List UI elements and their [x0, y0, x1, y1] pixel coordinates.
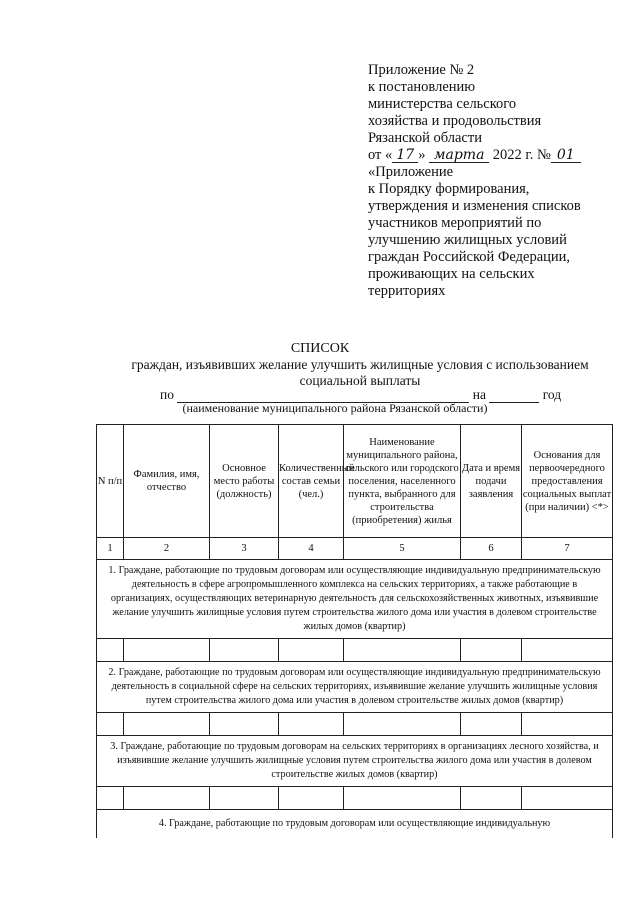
appendix-line: утверждения и изменения списков — [368, 198, 581, 214]
date-open-quote: « — [385, 147, 393, 163]
date-from-label: от — [368, 147, 382, 163]
column-number-row — [97, 538, 613, 560]
table-cell — [124, 713, 210, 736]
po-label: по — [160, 387, 174, 402]
applicants-table — [96, 424, 613, 838]
appendix-block — [368, 62, 628, 300]
column-number: 7 — [522, 538, 613, 560]
table-cell — [97, 713, 124, 736]
header-row — [97, 425, 613, 538]
appendix-line: участников мероприятий по — [368, 215, 542, 231]
empty-row — [97, 639, 613, 662]
appendix-date-line — [368, 147, 628, 164]
date-month-handwritten: марта — [429, 148, 489, 163]
group-heading: 2. Граждане, работающие по трудовым договорам или осуществляющие индивидуальную предпринимательскую деятельность в социальной сфере на сельских территориях, изъявившие желание улучшить жилищные условия путем строительства жилого дома или участия в долевом строительстве жилых домов (квартир) — [97, 662, 613, 713]
table-cell — [461, 787, 522, 810]
appendix-line: территориях — [368, 283, 446, 299]
column-number: 6 — [461, 538, 522, 560]
appendix-line: министерства сельского — [368, 96, 517, 112]
date-close-quote: » — [418, 147, 426, 163]
table-cell — [210, 713, 279, 736]
table-cell — [97, 787, 124, 810]
table-cell — [344, 787, 461, 810]
date-day-handwritten: 17 — [392, 148, 418, 163]
table-cell — [461, 713, 522, 736]
group-heading: 1. Граждане, работающие по трудовым договорам или осуществляющие индивидуальную предпринимательскую деятельность в сфере агропромышленного комплекса на сельских территориях, а также работающие в организациях, осуществляющих ветеринарную деятельность для сельскохозяйственных животных, изъявившие желание улучшить жилищные условия путем строительства жилого дома или участия в долевом строительстве жилых домов (квартир) — [97, 560, 613, 639]
table-cell — [210, 639, 279, 662]
table-cell — [522, 787, 613, 810]
header-cell: N п/п — [97, 425, 124, 538]
table-cell — [279, 713, 344, 736]
group-row — [97, 560, 613, 639]
header-cell: Основания для первоочередного предоставления социальных выплат (при наличии) <*> — [522, 425, 613, 538]
appendix-line: хозяйства и продовольствия — [368, 113, 542, 129]
column-number: 1 — [97, 538, 124, 560]
date-year-label: 2022 г. № — [492, 147, 551, 163]
appendix-line: к постановлению — [368, 79, 476, 95]
table-cell — [279, 787, 344, 810]
column-number: 5 — [344, 538, 461, 560]
subtitle-line: социальной выплаты — [299, 373, 421, 388]
table-cell — [344, 639, 461, 662]
group-row — [97, 662, 613, 713]
table-cell — [522, 639, 613, 662]
table-cell — [97, 639, 124, 662]
document-subtitle — [120, 357, 600, 389]
column-number: 4 — [279, 538, 344, 560]
empty-row — [97, 713, 613, 736]
table-cell — [522, 713, 613, 736]
document-number-handwritten: 01 — [551, 148, 581, 163]
header-cell: Фамилия, имя, отчество — [124, 425, 210, 538]
header-cell: Наименование муниципального района, сельского или городского поселения, населенного пункта, выбранного для строительства (приобретения) жилья — [344, 425, 461, 538]
group-heading: 4. Граждане, работающие по трудовым договорам или осуществляющие индивидуальную — [97, 810, 613, 839]
na-label: на — [472, 387, 486, 402]
subtitle-line: граждан, изъявивших желание улучшить жилищные условия с использованием — [131, 357, 589, 372]
table-cell — [124, 639, 210, 662]
header-cell: Количественный состав семьи (чел.) — [279, 425, 344, 538]
document-title: СПИСОК — [290, 341, 350, 356]
header-cell: Дата и время подачи заявления — [461, 425, 522, 538]
appendix-line: к Порядку формирования, — [368, 181, 530, 197]
appendix-line: Приложение № 2 — [368, 62, 475, 78]
appendix-line: проживающих на сельских — [368, 266, 535, 282]
column-number: 3 — [210, 538, 279, 560]
appendix-line: Рязанской области — [368, 130, 482, 146]
group-heading: 3. Граждане, работающие по трудовым договорам на сельских территориях в организациях лесного хозяйства, и изъявившие желание улучшить жилищные условия путем строительства жилого дома или участия в долевом строительстве жилых домов (квартир) — [97, 736, 613, 787]
appendix-line: граждан Российской Федерации, — [368, 249, 571, 265]
appendix-line: улучшению жилищных условий — [368, 232, 567, 248]
empty-row — [97, 787, 613, 810]
group-row — [97, 736, 613, 787]
appendix-line: «Приложение — [368, 164, 454, 180]
group-row — [97, 810, 613, 839]
table-cell — [461, 639, 522, 662]
table-cell — [279, 639, 344, 662]
column-number: 2 — [124, 538, 210, 560]
table-cell — [344, 713, 461, 736]
table-cell — [124, 787, 210, 810]
table-cell — [210, 787, 279, 810]
header-cell: Основное место работы (должность) — [210, 425, 279, 538]
region-note: (наименование муниципального района Рязанской области) — [182, 401, 488, 415]
god-label: год — [542, 387, 562, 402]
